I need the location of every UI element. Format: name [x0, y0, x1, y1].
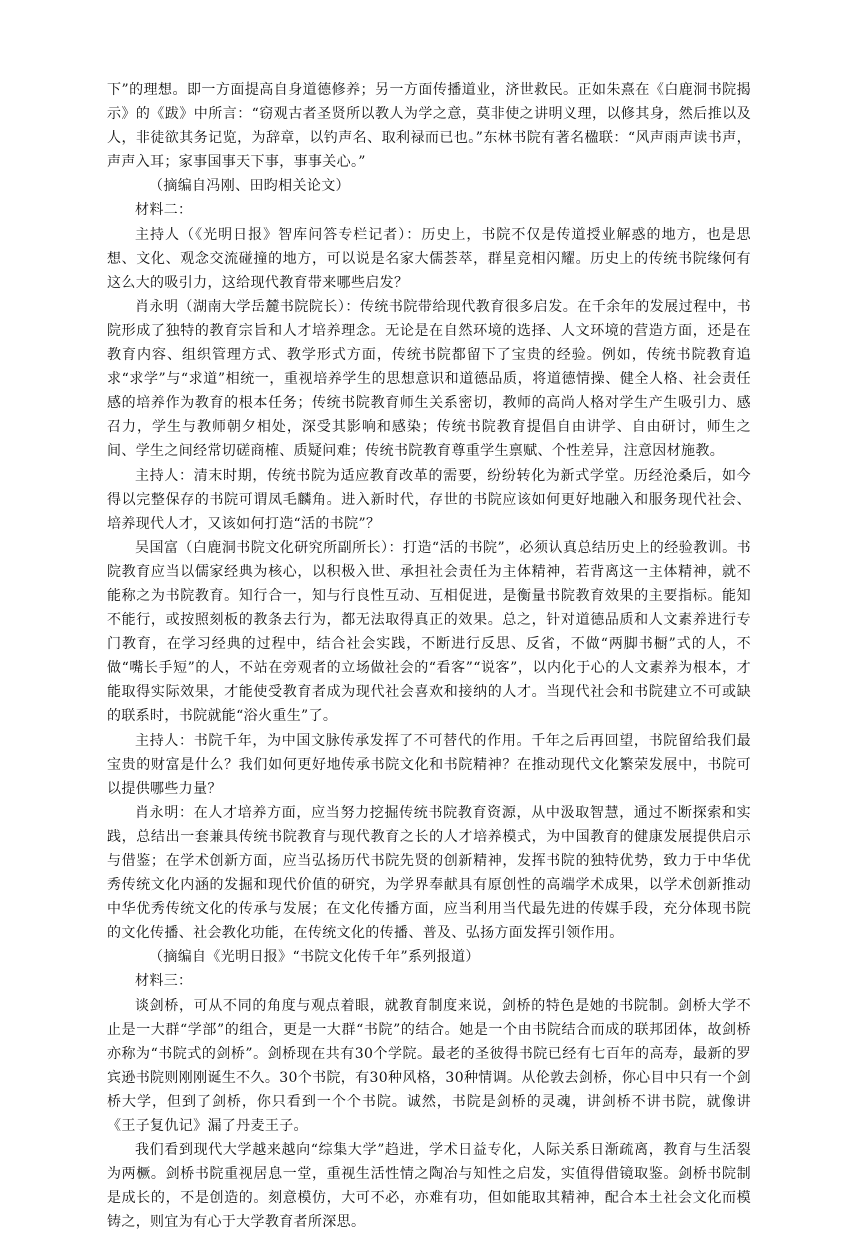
paragraph-continuation: 下”的理想。即一方面提高自身道德修养；另一方面传播道业，济世救民。正如朱熹在《白鹿洞书院揭示》的《跋》中所言：“窃观古者圣贤所以教人为学之意，莫非使之讲明义理，以修其身，然后推以及人，非徒欲其务记览，为辞章，以钓声名、取利禄而已也。”东林书院有著名楹联：“风声雨声读书声，声声入耳；家事国事天下事，事事关心。”: [107, 82, 751, 171]
section-heading-material-3: 材料三：: [135, 973, 193, 990]
source-note-1: （摘编自冯刚、田昀相关论文）: [149, 178, 350, 195]
paragraph-wu-answer: 吴国富（白鹿洞书院文化研究所副所长）：打造“活的书院”，必须认真总结历史上的经验教训。书院教育应当以儒家经典为核心，以积极入世、承担社会责任为主体精神，若背离这一主体精神，就不能称之为书院教育。知行合一，知与行良性互动、互相促进，是衡量书院教育效果的主要指标。能知不能行，或按照刻板的教条去行为，都无法取得真正的效果。总之，针对道德品质和人文素养进行专门教育，在学习经典的过程中，结合社会实践，不断进行反思、反省，不做“两脚书橱”式的人，不做“嘴长手短”的人，不站在旁观者的立场做社会的“看客”“说客”，以内化于心的人文素养为根本，才能取得实际效果，才能使受教育者成为现代社会喜欢和接纳的人才。当现代社会和书院建立不可或缺的联系时，书院就能“浴火重生”了。: [107, 539, 751, 725]
paragraph-host-question-3: 主持人：书院千年，为中国文脉传承发挥了不可替代的作用。千年之后再回望，书院留给我们最宝贵的财富是什么？我们如何更好地传承书院文化和书院精神？在推动现代文化繁荣发展中，书院可以提供哪些力量？: [107, 732, 751, 797]
section-heading-material-2: 材料二：: [135, 202, 193, 219]
paragraph-cambridge-1: 谈剑桥，可从不同的角度与观点着眼，就教育制度来说，剑桥的特色是她的书院制。剑桥大学不止是一大群“学部”的组合，更是一大群“书院”的结合。她是一个由书院结合而成的联邦团体，故剑桥亦称为“书院式的剑桥”。剑桥现在共有30个学院。最老的圣彼得书院已经有七百年的高寿，最新的罗宾逊书院则刚刚诞生不久。30个书院，有30种风格，30种情调。从伦敦去剑桥，你心目中只有一个剑桥大学，但到了剑桥，你只看到一个个书院。诚然，书院是剑桥的灵魂，讲剑桥不讲书院，就像讲《王子复仇记》漏了丹麦王子。: [107, 997, 751, 1135]
paragraph-xiao-answer-1: 肖永明（湖南大学岳麓书院院长）：传统书院带给现代教育很多启发。在千余年的发展过程中，书院形成了独特的教育宗旨和人才培养理念。无论是在自然环境的选择、人文环境的营造方面，还是在教育内容、组织管理方式、教学形式方面，传统书院都留下了宝贵的经验。例如，传统书院教育追求“求学”与“求道”相统一，重视培养学生的思想意识和道德品质，将道德情操、健全人格、社会责任感的培养作为教育的根本任务；传统书院教育师生关系密切，教师的高尚人格对学生产生吸引力、感召力，学生与教师朝夕相处，深受其影响和感染；传统书院教育提倡自由讲学、自由研讨，师生之间、学生之间经常切磋商榷、质疑问难；传统书院教育尊重学生禀赋、个性差异，注意因材施教。: [107, 298, 751, 460]
document-page: [107, 78, 751, 1235]
source-note-2: （摘编自《光明日报》“书院文化传千年”系列报道）: [149, 949, 480, 966]
paragraph-cambridge-2: 我们看到现代大学越来越向“综集大学”趋进，学术日益专化，人际关系日渐疏离，教育与生活裂为两橛。剑桥书院重视居息一堂，重视生活性情之陶冶与知性之启发，实值得借镜取鉴。剑桥书院制是成长的，不是创造的。刻意模仿，大可不必，亦难有功，但如能取其精神，配合本土社会文化而模铸之，则宜为有心于大学教育者所深思。: [107, 1142, 751, 1231]
paragraph-host-question-2: 主持人：清末时期，传统书院为适应教育改革的需要，纷纷转化为新式学堂。历经沧桑后，如今得以完整保存的书院可谓凤毛麟角。进入新时代，存世的书院应该如何更好地融入和服务现代社会、培养现代人才，又该如何打造“活的书院”？: [107, 467, 751, 532]
paragraph-xiao-answer-2: 肖永明：在人才培养方面，应当努力挖掘传统书院教育资源，从中汲取智慧，通过不断探索和实践，总结出一套兼具传统书院教育与现代教育之长的人才培养模式，为中国教育的健康发展提供启示与借鉴；在学术创新方面，应当弘扬历代书院先贤的创新精神，发挥书院的独特优势，致力于中华优秀传统文化内涵的发掘和现代价值的研究，为学界奉献具有原创性的高端学术成果，以学术创新推动中华优秀传统文化的传承与发展；在文化传播方面，应当利用当代最先进的传媒手段，充分体现书院的文化传播、社会教化功能，在传统文化的传播、普及、弘扬方面发挥引领作用。: [107, 804, 751, 942]
paragraph-host-question-1: 主持人（《光明日报》智库问答专栏记者）：历史上，书院不仅是传道授业解惑的地方，也是思想、文化、观念交流碰撞的地方，可以说是名家大儒荟萃，群星竞相闪耀。历史上的传统书院缘何有这么大的吸引力，这给现代教育带来哪些启发？: [107, 226, 751, 291]
